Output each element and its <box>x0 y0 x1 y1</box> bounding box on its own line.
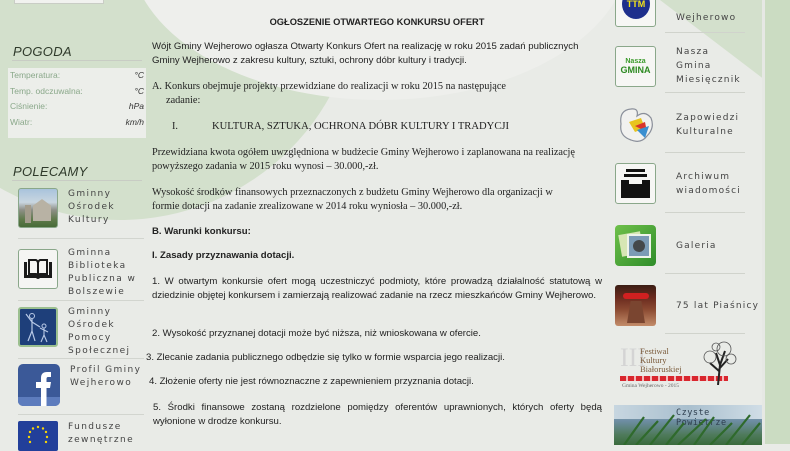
article-title: OGŁOSZENIE OTWARTEGO KONKURSU OFERT <box>269 17 485 27</box>
task-title: KULTURA, SZTUKA, OCHRONA DÓBR KULTURY I TRADYCJI <box>212 121 510 132</box>
divider <box>665 32 745 33</box>
right-item-label: Zapowiedzi Kulturalne <box>676 112 740 137</box>
right-item-piasnica[interactable] <box>615 285 760 326</box>
right-item-zapowiedzi[interactable] <box>615 104 760 145</box>
facebook-icon <box>18 364 60 406</box>
right-item-label: Nasza Gmina Miesięcznik <box>676 47 741 85</box>
budget-2015: Przewidziana kwota ogółem uwzględniona w budżecie Gminy Wejherowo i zaplanowana na realizację powyższego zadania w 2015 roku wynosi – 30.000,-zł. <box>152 147 575 172</box>
divider <box>18 358 144 359</box>
recommended-item-library[interactable] <box>18 247 148 299</box>
section-a-continuation: zadanie: <box>166 95 201 106</box>
ttm-logo-icon: TTM <box>615 0 656 27</box>
building-photo-icon <box>18 188 58 228</box>
recommended-item-eu-funds[interactable] <box>18 421 148 451</box>
festival-line1: Festiwal <box>640 346 669 356</box>
gok-logo-icon <box>615 104 656 145</box>
weather-title: POGODA <box>13 44 72 59</box>
weather-label: Wiatr: <box>10 116 33 127</box>
gallery-photo-icon <box>615 225 656 266</box>
top-widget-box <box>14 0 104 4</box>
clean-air-text: Czyste Powietrze <box>676 408 727 428</box>
rule-item: 3. Zlecanie zadania publicznego odbędzie się tylko w formie wsparcia jego realizacji. <box>146 352 505 363</box>
budget-2014: Wysokość środków finansowych przeznaczonych z budżetu Gminy Wejherowo dla organizacji w formie dotacji na zadanie zrealizowane w 2014 roku wyniosła – 30.000,-zł. <box>152 187 553 212</box>
left-sidebar <box>6 0 144 444</box>
divider <box>665 92 745 93</box>
book-icon <box>18 249 58 289</box>
rule-item: 2. Wysokość przyznanej dotacji może być niższa, niż wnioskowana w ofercie. <box>152 328 481 339</box>
section-a: A. Konkurs obejmuje projekty przewidziane do realizacji w roku 2015 na następujące <box>152 81 506 92</box>
recommended-item-gok[interactable] <box>18 188 148 228</box>
piasnica-photo-icon <box>615 285 656 326</box>
clean-air-banner[interactable] <box>614 405 762 445</box>
right-item-label: Wejherowo <box>676 12 737 23</box>
weather-widget <box>8 68 146 138</box>
recommended-label: Fundusze zewnętrzne <box>68 422 135 445</box>
festival-line2: Kultury <box>640 355 667 365</box>
festival-footer: Gmina Wejherowo - 2015 <box>622 383 680 389</box>
right-item-label: 75 lat Piaśnicy <box>676 300 760 311</box>
divider <box>18 238 144 239</box>
right-edge-strip <box>765 0 790 444</box>
divider <box>665 273 745 274</box>
weather-unit: hPa <box>128 101 144 111</box>
right-item-ttm[interactable] <box>615 0 760 27</box>
rule-item: 4. Złożenie oferty nie jest równoznaczne z zapewnieniem przyznania dotacji. <box>149 376 474 387</box>
divider <box>665 212 745 213</box>
divider <box>12 180 142 181</box>
eu-flag-icon <box>18 421 58 451</box>
nasza-gmina-logo-icon: Nasza GMINA <box>615 46 656 87</box>
festival-banner[interactable] <box>618 345 738 393</box>
rule-item: 1. W otwartym konkursie ofert mogą uczestniczyć podmioty, które prowadzą działalność statutową w dziedzinie objętej konkursem i zamierzają realizować zadanie na rzecz mieszkańców Gminy Wejherowo. <box>152 276 602 301</box>
weather-row <box>8 115 146 131</box>
right-item-label: Archiwum wiadomości <box>676 171 742 196</box>
article <box>146 0 602 444</box>
tree-icon <box>698 341 740 385</box>
recommended-item-gops[interactable] <box>18 306 148 358</box>
divider <box>18 300 144 301</box>
divider <box>665 333 745 334</box>
right-item-archive[interactable] <box>615 163 760 204</box>
subsection-heading: I. Zasady przyznawania dotacji. <box>152 250 295 261</box>
weather-unit: °C <box>134 70 144 80</box>
weather-unit: km/h <box>125 116 144 127</box>
divider <box>665 152 745 153</box>
right-item-label: Galeria <box>676 240 717 251</box>
rule-item: 5. Środki finansowe zostaną rozdzielone pomiędzy oferentów uprawnionych, których oferty będą wyłonione w drodze konkursu. <box>153 402 602 427</box>
right-sidebar <box>610 0 760 444</box>
task-number: I. <box>172 121 179 132</box>
divider <box>12 60 142 61</box>
weather-row <box>8 84 146 100</box>
right-item-gallery[interactable] <box>615 225 760 266</box>
recommended-label: Gminna Biblioteka Publiczna w Bolszewie <box>68 248 137 297</box>
archive-drawer-icon <box>615 163 656 204</box>
weather-unit: °C <box>134 85 144 96</box>
festival-numeral: III <box>620 343 646 372</box>
recommended-label: Gminny Ośrodek Kultury <box>68 189 116 225</box>
article-intro: Wójt Gminy Wejherowo ogłasza Otwarty Konkurs Ofert na realizację w roku 2015 zadań publicznych Gminy Wejherowo z zakresu kultury, sztuki, ochrony dóbr kultury i tradycji. <box>152 41 579 66</box>
recommended-label: Gminny Ośrodek Pomocy Społecznej <box>68 307 131 356</box>
right-item-nasza-gmina[interactable] <box>615 45 760 87</box>
recommended-item-facebook[interactable] <box>18 364 148 406</box>
people-icon <box>18 307 58 347</box>
festival-line3: Białoruskiej <box>640 364 682 374</box>
section-b-heading: B. Warunki konkursu: <box>152 226 251 237</box>
weather-label: Ciśnienie: <box>10 101 48 111</box>
recommended-title: POLECAMY <box>13 164 88 179</box>
divider <box>18 414 144 415</box>
weather-label: Temperatura: <box>10 70 61 80</box>
recommended-label: Profil Gminy Wejherowo <box>70 365 142 388</box>
weather-label: Temp. odczuwalna: <box>10 85 83 96</box>
weather-row <box>8 99 146 115</box>
weather-row <box>8 68 146 84</box>
